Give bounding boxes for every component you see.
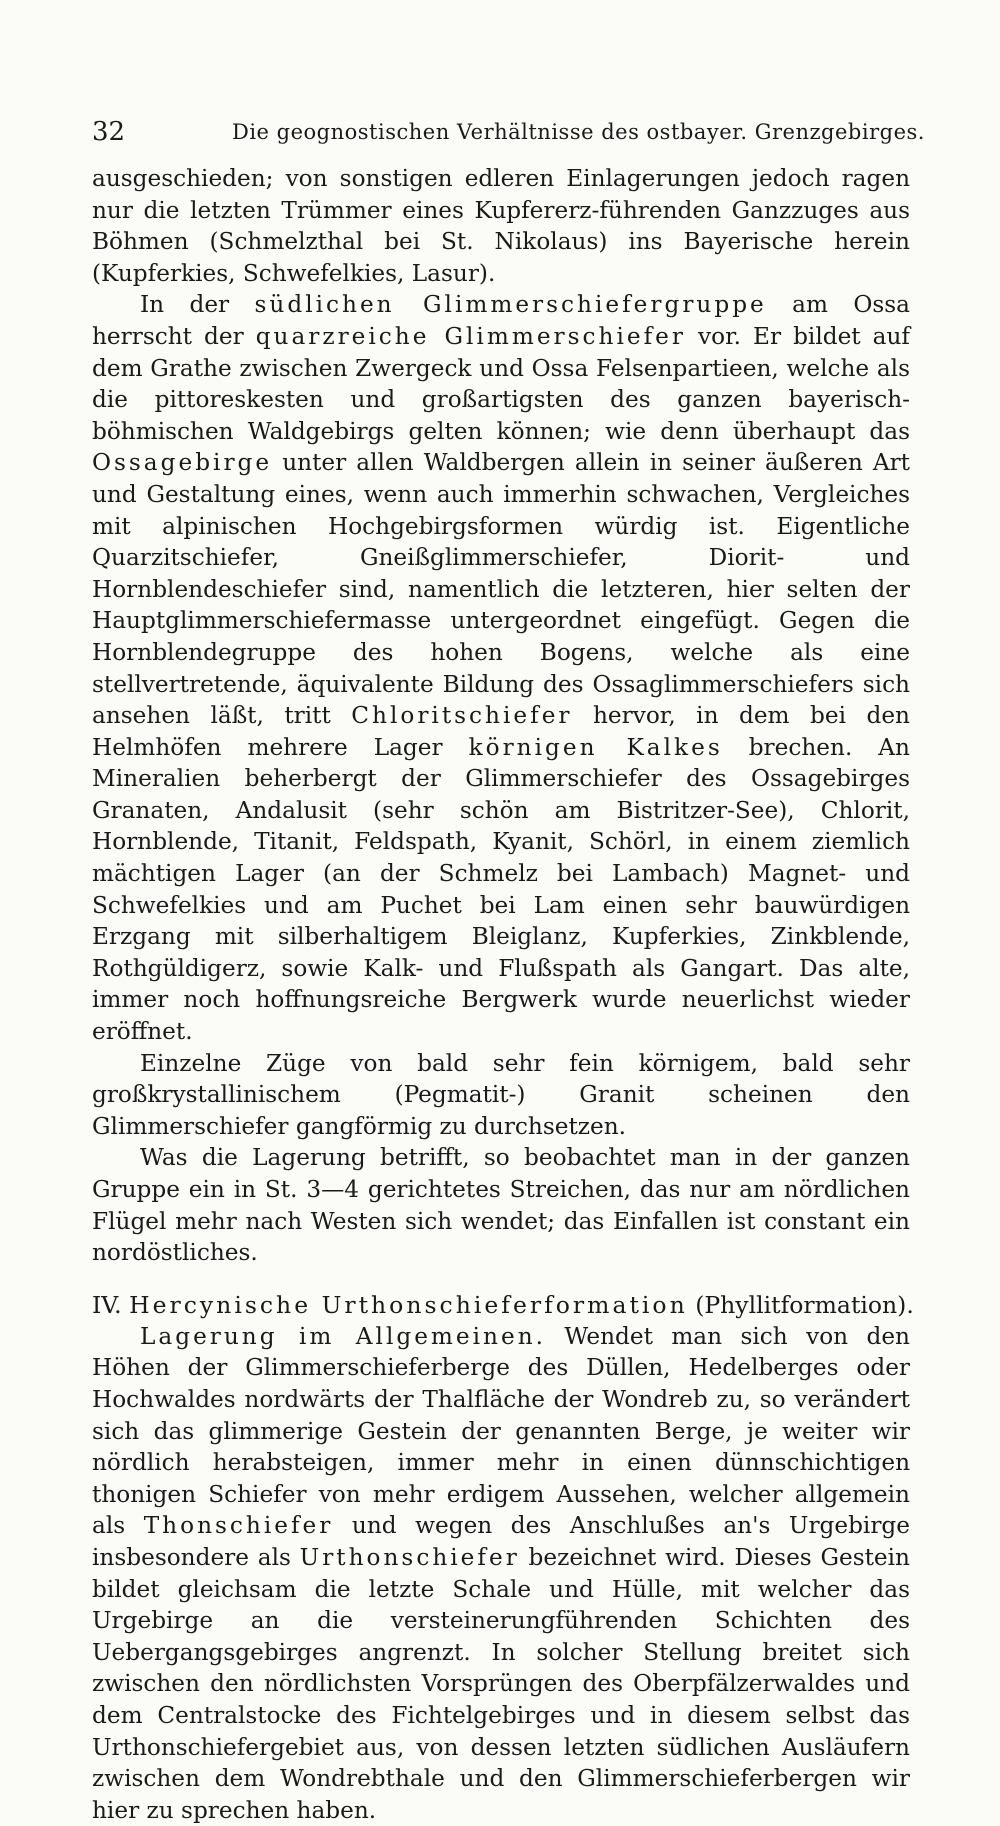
paragraph-2 xyxy=(92,289,910,1047)
paragraph-4: Was die Lagerung betrifft, so beobachtet man in der ganzen Gruppe ein in St. 3—4 gerichtetes Streichen, das nur am nördlichen Flügel mehr nach Westen sich wendet; das Einfallen ist constant ein nordöstliches. xyxy=(92,1144,910,1267)
p2-text-a: In der xyxy=(140,291,255,319)
section-gap xyxy=(92,1269,910,1289)
p2-emph-quarzreicher-glimmerschiefer: quarzreiche Glimmerschiefer xyxy=(255,322,686,350)
p2-text-m: brechen. An Mineralien beherbergt der Glimmerschiefer des Ossagebirges Granaten, Andalusit (sehr schön am Bistritzer-See), Chlorit, Hornblende, Titanit, Feldspath, Kyanit, Schörl, in einem ziemlich mächtigen Lager (an der Schmelz bei Lambach) Magnet- und Schwefelkies und am Puchet bei Lam einen sehr bauwürdigen Erzgang mit silberhaltigem Bleiglanz, Kupferkies, Zinkblende, Rothgüldigerz, sowie Kalk- und Flußspath als Gangart. Das alte, immer noch hoffnungsreiche Bergwerk wurde neuerlichst wieder eröffnet. xyxy=(92,733,910,1046)
page-header xyxy=(92,112,925,152)
p2-text-k: hervor, in dem bei den Helmhöfen mehrere Lager xyxy=(92,702,910,761)
p5-text-d: und wegen des Anschlußes an's Urgebirge insbesondere als xyxy=(92,1512,911,1571)
body-text xyxy=(92,163,914,1826)
section-heading xyxy=(92,1289,914,1321)
p5-emph-thonschiefer: Thonschiefer xyxy=(143,1512,334,1540)
p2-emph-chloritschiefer: Chloritschiefer xyxy=(351,702,573,730)
p2-emph-suedliche-gruppe: südlichen Glimmerschiefergruppe xyxy=(254,291,767,319)
p2-emph-koernigen-kalkes: körnigen Kalkes xyxy=(468,733,723,761)
p5-emph-urthonschiefer: Urthonschiefer xyxy=(299,1543,520,1571)
p5-emph-lagerung: Lagerung im Allgemeinen. xyxy=(140,1322,547,1350)
paragraph-3: Einzelne Züge von bald sehr fein körnigem, bald sehr großkrystallinischem (Pegmatit-) Granit scheinen den Glimmerschiefer gangförmig zu durchsetzen. xyxy=(92,1049,910,1140)
p5-text-f: bezeichnet wird. Dieses Gestein bildet gleichsam die letzte Schale und Hülle, mit welcher das Urgebirge an die versteinerungführenden Schichten des Uebergangsgebirges angrenzt. In solcher Stellung breitet sich zwischen den nördlichsten Vorsprüngen des Oberpfälzerwaldes und dem Centralstocke des Fichtelgebirges und in diesem selbst das Urthonschiefergebiet aus, von dessen letzten südlichen Ausläufern zwischen dem Wondrebthale und den Glimmerschieferbergen wir hier zu sprechen haben. xyxy=(92,1543,910,1824)
section-numeral: IV. xyxy=(92,1290,122,1319)
p2-emph-ossagebirge: Ossagebirge xyxy=(92,449,273,477)
p2-text-g: vor. Er bildet auf dem Grathe zwischen Zwergeck und Ossa Felsenpartieen, welche als die pittoreskesten und großartigsten des ganzen bayerisch-böhmischen Waldgebirgs gelten können; wie denn überhaupt das xyxy=(92,322,911,445)
page-number: 32 xyxy=(92,117,126,147)
p2-text-c: am xyxy=(766,291,854,319)
paragraph-1: ausgeschieden; von sonstigen edleren Einlagerungen jedoch ragen nur die letzten Trümmer eines Kupfererz-führenden Ganzzuges aus Böhmen (Schmelzthal bei St. Nikolaus) ins Bayerische herein (Kupferkies, Schwefelkies, Lasur). xyxy=(92,165,910,287)
section-paren: (Phyllitformation). xyxy=(695,1290,914,1319)
section-name: Hercynische Urthonschieferformation xyxy=(129,1290,688,1319)
running-title: Die geognostischen Verhältnisse des ostbayer. Grenzgebirges. xyxy=(232,120,925,144)
p2-text-i: unter allen Waldbergen allein in seiner äußeren Art und Gestaltung eines, wenn auch immerhin schwachen, Vergleiches mit alpinischen Hochgebirgsformen würdig ist. Eigentliche Quarzitschiefer, Gneißglimmerschiefer, Diorit- und Hornblendeschiefer sind, namentlich die letzteren, hier selten der Hauptglimmerschiefermasse untergeordnet eingefügt. Gegen die Hornblendegruppe des hohen Bogens, welche als eine stellvertretende, äquivalente Bildung des Ossaglimmerschiefers sich ansehen läßt, tritt xyxy=(92,449,910,730)
p5-text-b: Wendet man sich von den Höhen der Glimmerschieferberge des Düllen, Hedelberges oder Hochwaldes nordwärts der Thalfläche der Wondreb zu, so verändert sich das glimmerige Gestein der genannten Berge, je weiter wir nördlich herabsteigen, immer mehr in einen dünnschichtigen thonigen Schiefer von mehr erdigem Aussehen, welcher allgemein als xyxy=(92,1322,910,1540)
paragraph-5 xyxy=(92,1321,910,1826)
p2-ossa: Ossa xyxy=(853,291,910,319)
p2-text-e: herrscht der xyxy=(92,322,256,350)
